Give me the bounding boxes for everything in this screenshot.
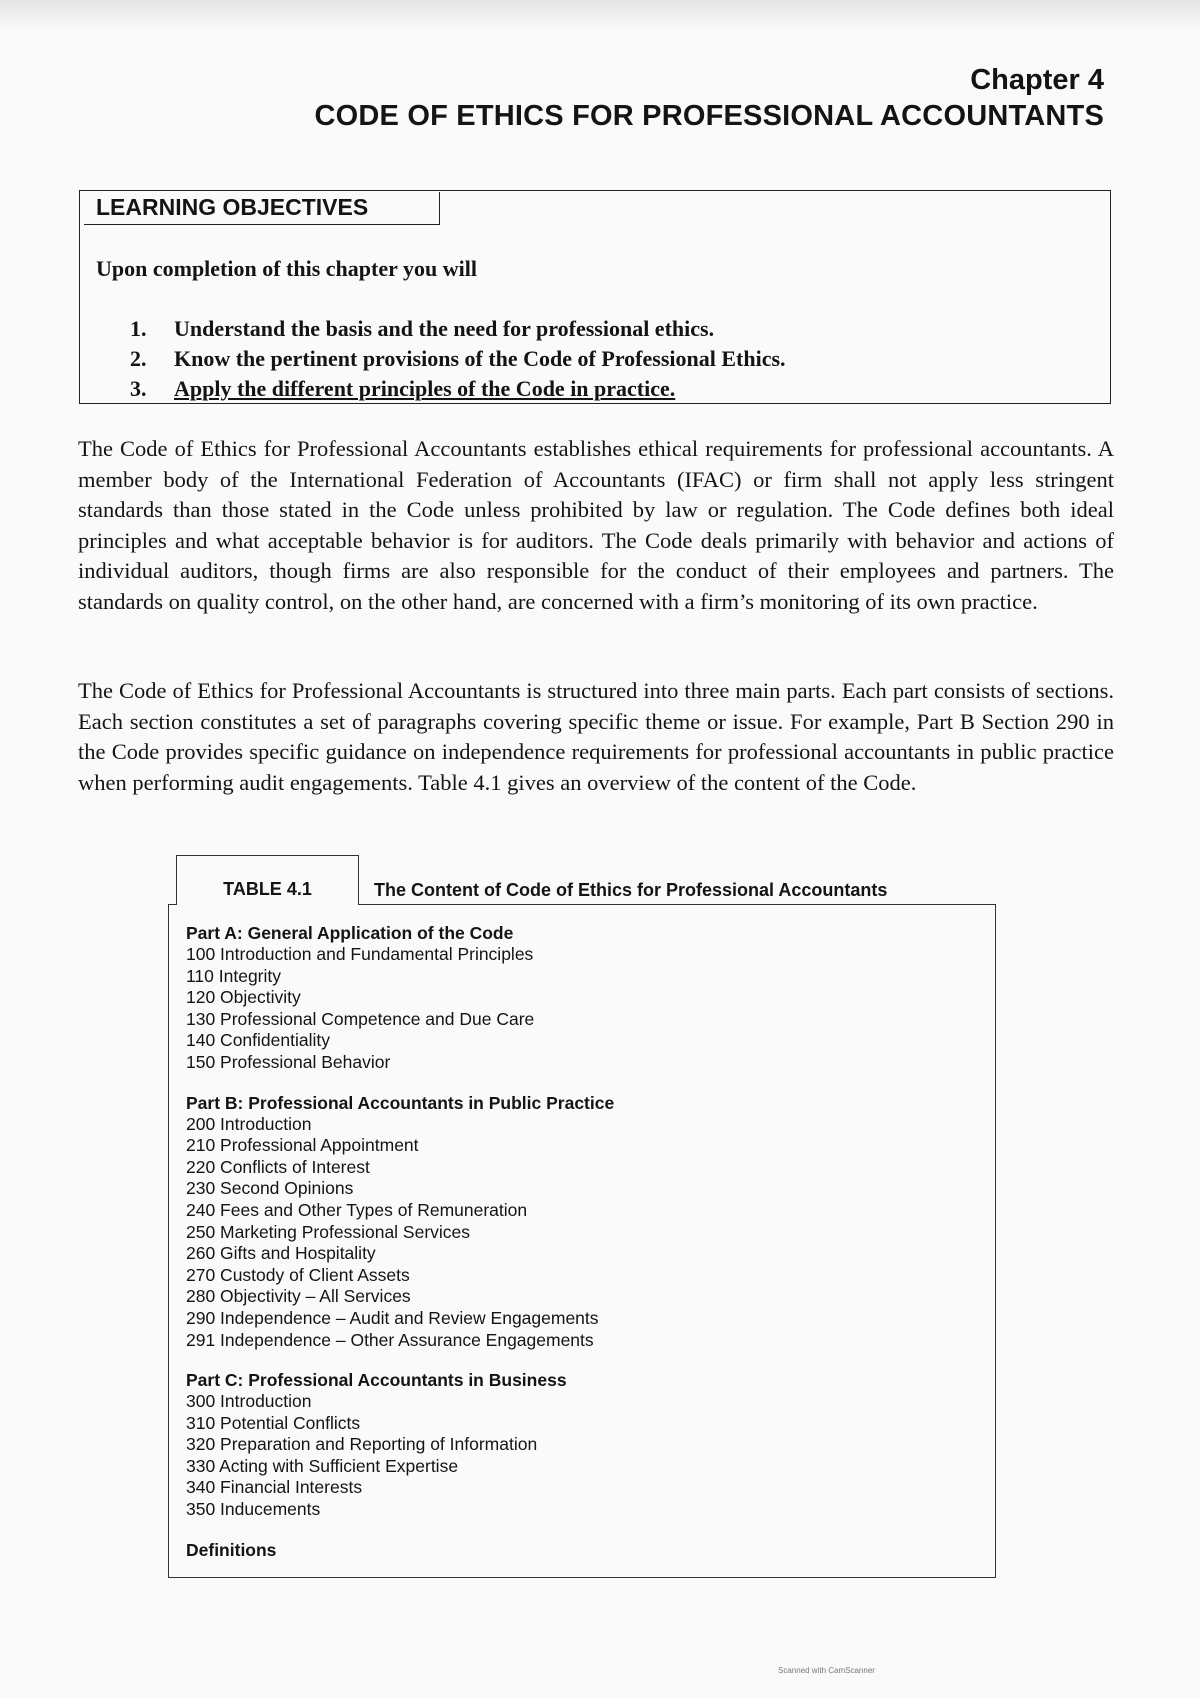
objective-item	[130, 314, 786, 344]
section-item: 110 Integrity	[186, 965, 282, 986]
part-title: Part A: General Application of the Code	[186, 923, 514, 943]
section-item: 330 Acting with Sufficient Expertise	[186, 1455, 459, 1476]
chapter-title: CODE OF ETHICS FOR PROFESSIONAL ACCOUNTANTS	[314, 100, 1104, 132]
objective-number: 1.	[130, 316, 147, 341]
part-title: Part B: Professional Accountants in Public Practice	[186, 1092, 615, 1113]
chapter-label: Chapter 4	[970, 64, 1104, 96]
learning-objectives-list	[130, 314, 786, 404]
section-item: 350 Inducements	[186, 1499, 321, 1520]
objective-number: 2.	[130, 346, 147, 371]
table-part-b	[186, 1092, 614, 1352]
scan-shadow	[0, 0, 1200, 30]
section-item: 291 Independence – Other Assurance Engagements	[186, 1329, 594, 1350]
section-item: 150 Professional Behavior	[186, 1051, 391, 1072]
part-title: Part C: Professional Accountants in Business	[186, 1370, 567, 1391]
section-item: 250 Marketing Professional Services	[186, 1221, 471, 1242]
section-item: 120 Objectivity	[186, 987, 301, 1008]
section-item: 240 Fees and Other Types of Remuneration	[186, 1199, 528, 1220]
section-item: 270 Custody of Client Assets	[186, 1264, 410, 1285]
section-item: 230 Second Opinions	[186, 1178, 354, 1199]
section-item: 130 Professional Competence and Due Care	[186, 1008, 535, 1029]
objective-text: Apply the different principles of the Code in practice.	[174, 376, 676, 401]
learning-objectives-label: LEARNING OBJECTIVES	[84, 192, 440, 225]
body-paragraph: The Code of Ethics for Professional Accountants establishes ethical requirements for professional accountants. A member body of the International Federation of Accountants (IFAC) or firm shall not apply less stringent standards than those stated in the Code unless prohibited by law or regulation. The Code defines both ideal principles and what acceptable behavior is for auditors. The Code deals primarily with behavior and actions of individual auditors, though firms are also responsible for the conduct of their employees and partners. The standards on quality control, on the other hand, are concerned with a firm’s monitoring of its own practice.	[78, 436, 1114, 614]
table-part-a	[186, 922, 614, 1074]
table-caption: The Content of Code of Ethics for Professional Accountants	[374, 880, 888, 900]
section-item: 280 Objectivity – All Services	[186, 1286, 411, 1307]
chapter-header	[315, 62, 1104, 134]
section-item: 320 Preparation and Reporting of Information	[186, 1434, 538, 1455]
objective-text: Understand the basis and the need for professional ethics.	[174, 316, 715, 341]
definitions-heading: Definitions	[186, 1539, 277, 1560]
body-paragraph: The Code of Ethics for Professional Accountants is structured into three main parts. Each part consists of sections. Each section constitutes a set of paragraphs covering specific theme or issue. For example, Part B Section 290 in the Code provides specific guidance on independence requirements for professional accountants in public practice when performing audit engagements. Table 4.1 gives an overview of the content of the Code.	[78, 678, 1114, 795]
section-item: 300 Introduction	[186, 1391, 312, 1412]
section-item: 210 Professional Appointment	[186, 1135, 419, 1156]
objective-item	[130, 374, 786, 404]
table-content	[186, 922, 614, 1561]
objective-text: Know the pertinent provisions of the Code of Professional Ethics.	[174, 346, 786, 371]
table-part-c	[186, 1369, 614, 1521]
objective-item	[130, 344, 786, 374]
section-item: 220 Conflicts of Interest	[186, 1156, 370, 1177]
section-item: 310 Potential Conflicts	[186, 1412, 361, 1433]
section-item: 200 Introduction	[186, 1113, 312, 1134]
section-item: 340 Financial Interests	[186, 1477, 363, 1498]
section-item: 100 Introduction and Fundamental Principles	[186, 944, 534, 964]
section-item: 260 Gifts and Hospitality	[186, 1243, 376, 1264]
scan-watermark: Scanned with CamScanner	[778, 1666, 875, 1675]
section-item: 140 Confidentiality	[186, 1030, 330, 1051]
learning-objectives-intro: Upon completion of this chapter you will	[96, 256, 477, 281]
objective-number: 3.	[130, 376, 147, 401]
table-label: TABLE 4.1	[176, 855, 359, 905]
section-item: 290 Independence – Audit and Review Engagements	[186, 1307, 599, 1328]
